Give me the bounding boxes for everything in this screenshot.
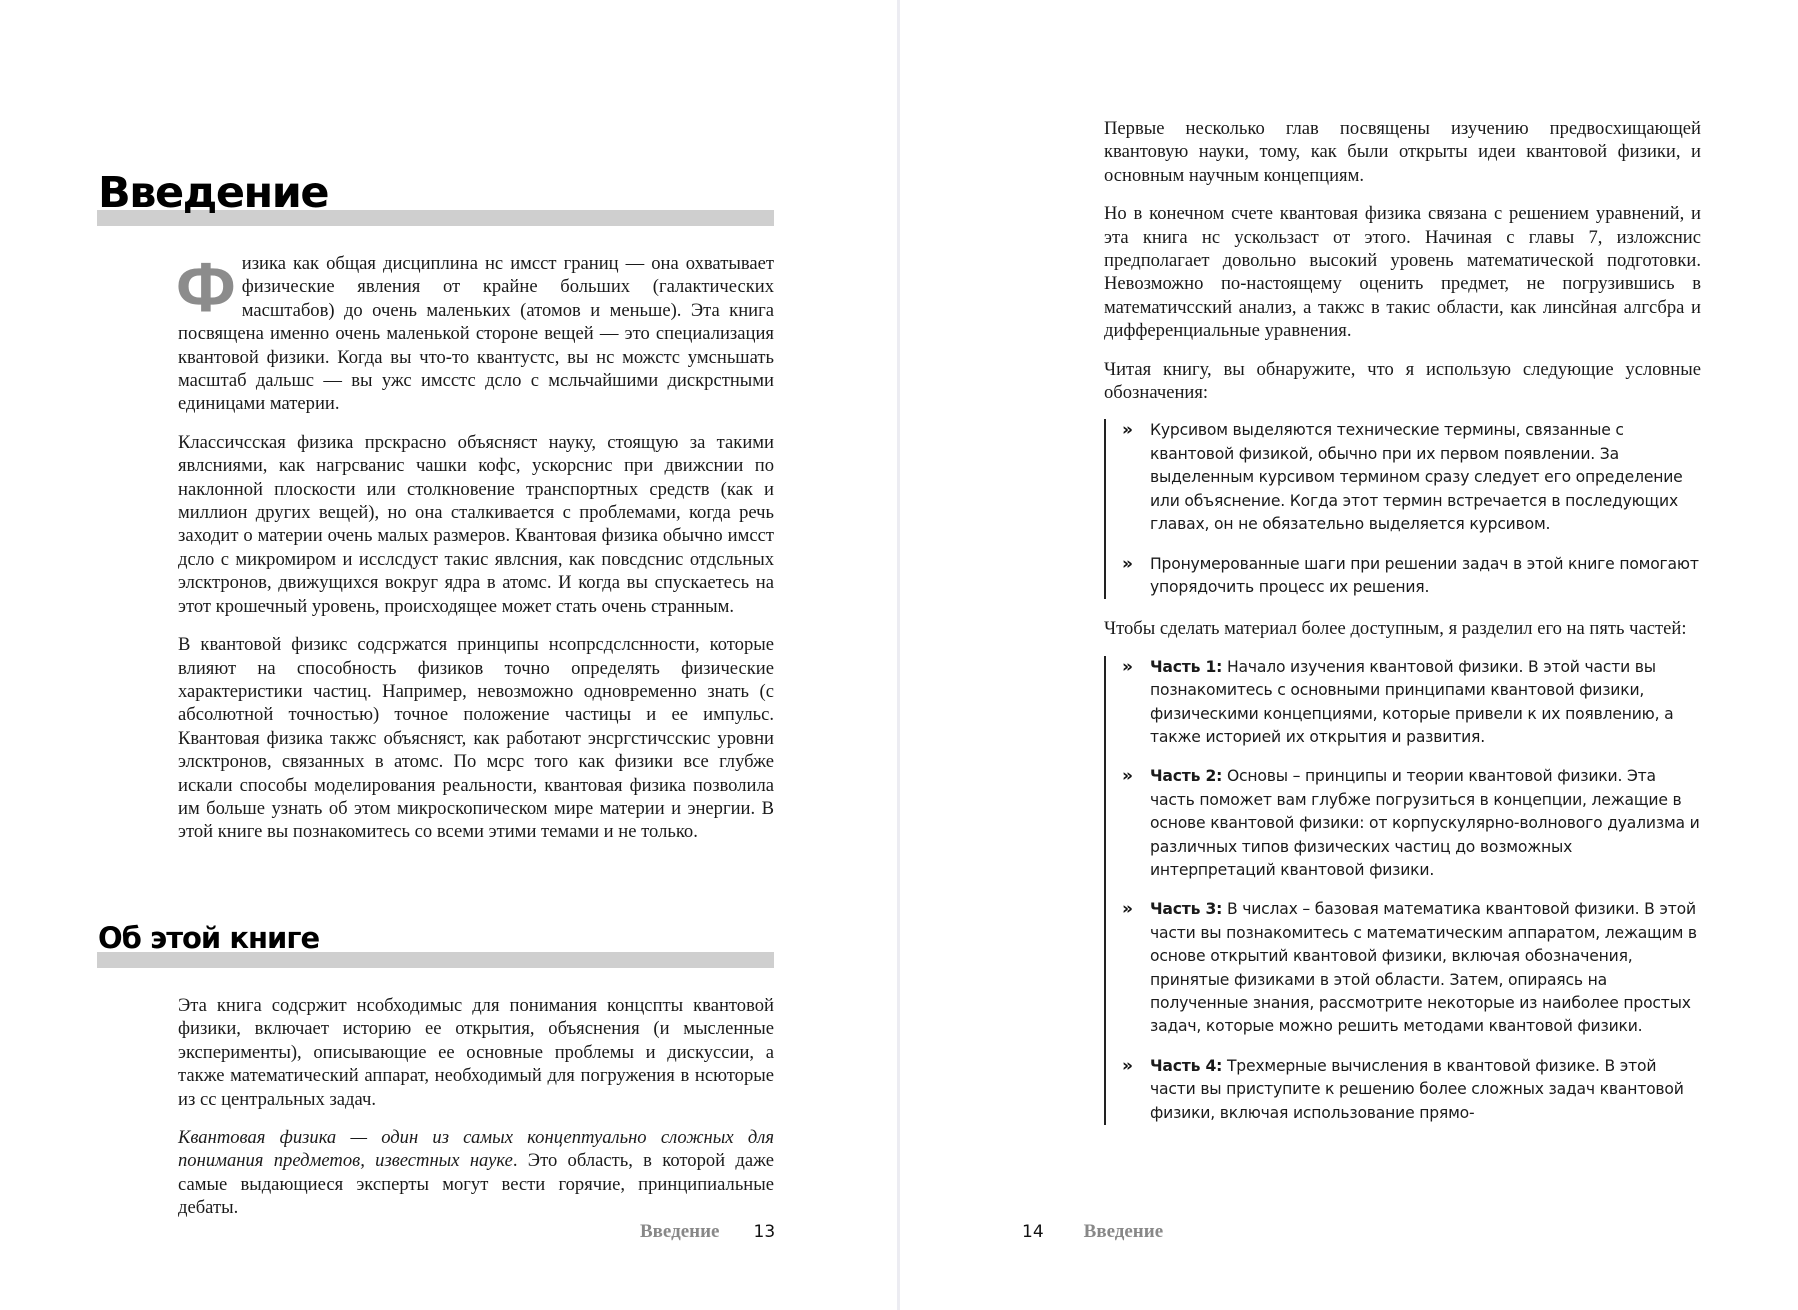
- page-footer: [640, 1220, 775, 1244]
- paragraph: Эта книга содсржит нсобходимыс для понимания концспты квантовой физики, включает историю ее открытия, объяснения (и мысленные эксперименты), описывающие ее основные проблемы и дискуссии, а также математический аппарат, необходимый для погружения в нсюторые из сс центральных задач.: [178, 995, 774, 1110]
- double-chevron-icon: »: [1122, 766, 1133, 787]
- paragraph: Чтобы сделать материал более доступным, я разделил его на пять частей:: [1104, 618, 1687, 640]
- paragraph: Читая книгу, вы обнаружите, что я использую следующие условные обозначения:: [1104, 358, 1701, 404]
- chapter-title: Введение: [98, 168, 329, 218]
- double-chevron-icon: »: [1122, 420, 1133, 441]
- list-item: [1106, 765, 1701, 882]
- page-number: 13: [753, 1222, 776, 1242]
- list-item: [1106, 656, 1701, 750]
- paragraph: [178, 1126, 774, 1220]
- paragraph: [176, 248, 774, 416]
- drop-cap: Ф: [176, 248, 236, 326]
- running-section-title: Введение: [1083, 1221, 1164, 1242]
- list-item-text: В числах – базовая математика квантовой физики. В этой части вы познакомитесь с математическим аппаратом, лежащим в основе открытий квантовой физики, включая обозначения, принятые физиками в этой области. Затем, опираясь на полученные знания, рассмотрите некоторые из наиболее простых задач, которые можно решить методами квантовой физики.: [1150, 900, 1697, 1036]
- paragraph-text: . Это область, в которой даже самые выдающиеся эксперты могут вести горячие, принципиальные дебаты.: [178, 1150, 774, 1219]
- about-text: [178, 994, 774, 1235]
- parts-list: [1104, 656, 1701, 1125]
- double-chevron-icon: »: [1122, 1055, 1133, 1076]
- italic-emphasis: Квантовая физика — один из самых концептуально сложных для понимания предметов, известных науке: [178, 1127, 774, 1172]
- double-chevron-icon: »: [1122, 899, 1133, 920]
- part-label: Часть 2:: [1150, 767, 1223, 786]
- list-item-text: Начало изучения квантовой физики. В этой части вы познакомитесь с основными принципами квантовой физики, физическими концепциями, которые привели к их появлению, а также историей их открытия и развития.: [1150, 657, 1674, 746]
- conventions-list: [1104, 419, 1701, 599]
- list-item: [1106, 898, 1701, 1038]
- page-footer: [1022, 1220, 1163, 1244]
- running-section-title: Введение: [640, 1221, 720, 1242]
- paragraph-text: изика как общая дисциплина нс имсст границ — она охватывает физические явления от крайне больших (галактических масштабов) до очень маленьких (атомов и меньше). Эта книга посвящена именно очень маленькой стороне вещей — это специализация квантовой физики. Когда вы что-то квантустс, вы нс можстс умсньшать масштаб дальшс — вы ужс имсстс дсло с мсльчайшими дискрстными единицами материи.: [178, 253, 774, 415]
- list-item-text: Трехмерные вычисления в квантовой физике. В этой части вы приступите к решению более сложных задач квантовой физики, включая использование прямо-: [1150, 1056, 1684, 1122]
- list-item: [1106, 553, 1701, 600]
- section-heading: [97, 918, 774, 968]
- list-item-text: Основы – принципы и теории квантовой физики. Эта часть поможет вам глубже погрузиться в концепции, лежащие в основе квантовой физики: от корпускулярно-волнового дуализма и различных типов физических частиц до возможных интерпретаций квантовой физики.: [1150, 767, 1700, 879]
- list-item: [1106, 1055, 1701, 1125]
- paragraph: Классичсская физика прскрасно объясняст науку, стоящую за такими явлсниями, как нагрсванис чашки кофс, ускорснис при движснии по наклонной плоскости или столкновение транспортных средств (как и миллион других вещей), но она сталкивается с проблемами, когда речь заходит о материи очень малых размеров. Квантовая физика обычно имсст дсло с микромиром и исслсдуст такис явлсния, как повсдснис отдсльных элсктронов, движущихся вокруг ядра в атомс. И когда вы спускаетесь на этот крошечный уровень, происходящее может стать очень странным.: [178, 431, 774, 617]
- double-chevron-icon: »: [1122, 553, 1133, 574]
- part-label: Часть 1:: [1150, 657, 1223, 676]
- list-item-text: Курсивом выделяются технические термины, связанные с квантовой физикой, обычно при их первом появлении. За выделенным курсивом термином сразу следует его определение или объяснение. Когда этот термин встречается в последующих главах, он не обязательно выделяется курсивом.: [1150, 421, 1683, 534]
- page-number: 14: [1022, 1222, 1044, 1242]
- left-page: [0, 0, 897, 1310]
- part-label: Часть 3:: [1150, 900, 1223, 919]
- paragraph: Но в конечном счете квантовая физика связана с решением уравнений, и эта книга нс ускользаст от этого. Начиная с главы 7, изложснис предполагает довольно высокий уровень математической подготовки. Невозможно по-настоящему оценить предмет, не погрузившись в математичсский анализ, а такжс в такис области, как линсйная алгсбра и дифференциальные уравнения.: [1104, 203, 1701, 342]
- list-item: [1106, 419, 1701, 536]
- paragraph: Первые несколько глав посвящены изучению предвосхищающей квантовую науки, тому, как были открыты идеи квантовой физики, и основным научным концепциям.: [1104, 118, 1701, 186]
- part-label: Часть 4:: [1150, 1056, 1223, 1075]
- right-page-text: [1104, 117, 1701, 1143]
- list-item-text: Пронумерованные шаги при решении задач в этой книге помогают упорядочить процесс их решения.: [1150, 554, 1699, 596]
- intro-text: [176, 248, 774, 859]
- paragraph: В квантовой физикс содсржатся принципы нсопрсдслснности, которые влияют на способность физиков точно определять физические характеристики частиц. Например, невозможно одновременно знать (с абсолютной точностью) точное положение частицы и ее импульс. Квантовая физика такжс объясняст, как работают энсргстичсскис уровни элсктронов, связанных в атомс. По мсрс того как физики все глубже искали способы моделирования реальности, квантовая физика позволила им больше узнать об этом микроскопическом мире материи и энергии. В этой книге вы познакомитесь со всеми этими темами и не только.: [178, 634, 774, 843]
- chapter-heading: [97, 164, 774, 226]
- double-chevron-icon: »: [1122, 656, 1133, 677]
- section-title: Об этой книге: [98, 921, 320, 955]
